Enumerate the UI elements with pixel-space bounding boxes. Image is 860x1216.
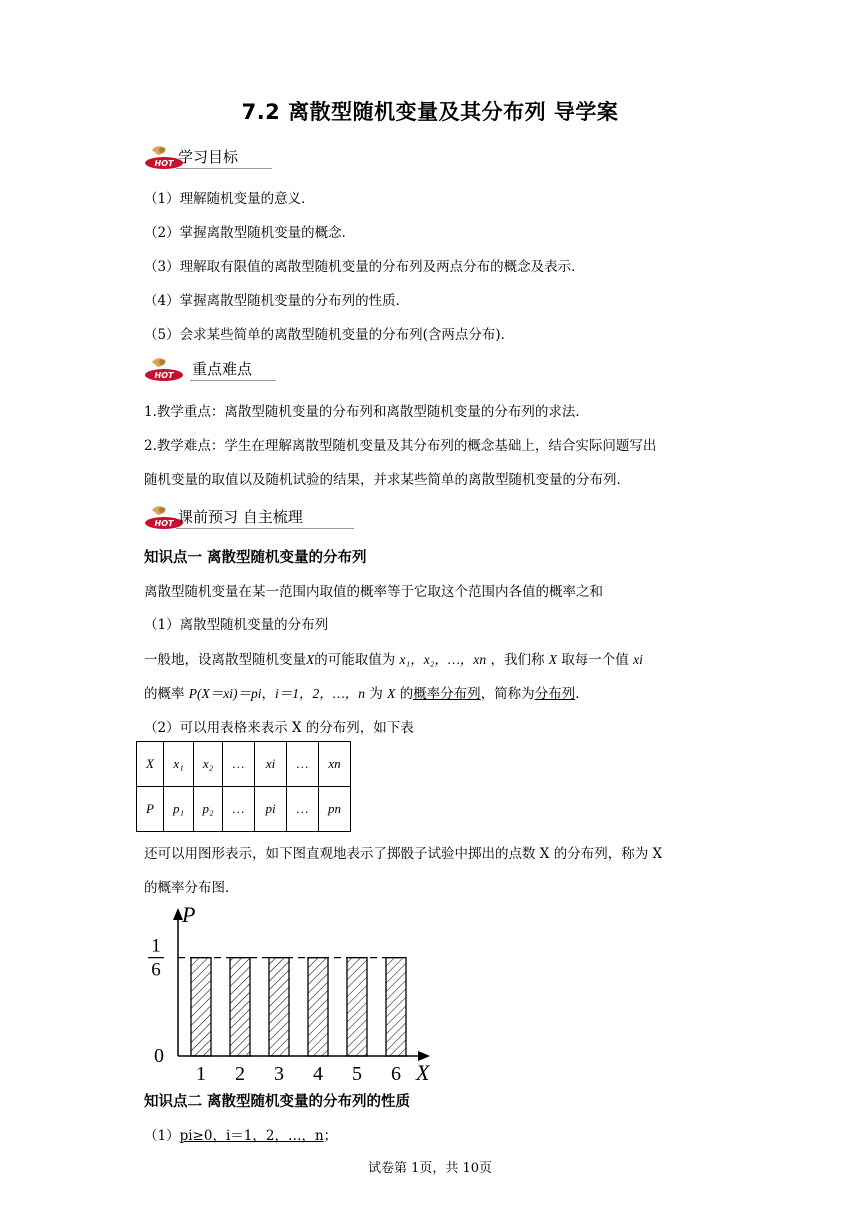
page-footer: 试卷第 1页，共 10页 bbox=[367, 1161, 493, 1176]
section-header-goals bbox=[144, 144, 274, 172]
table-cell: pn bbox=[319, 787, 351, 832]
kp1-sub1: （1）离散型随机变量的分布列 bbox=[144, 617, 329, 633]
difficulty-line: 1.教学重点：离散型随机变量的分布列和离散型随机变量的分布列的求法． bbox=[144, 404, 589, 420]
kp1-intro: 离散型随机变量在某一范围内取值的概率等于它取这个范围内各值的概率之和 bbox=[144, 584, 603, 600]
goal-item: （2）掌握离散型随机变量的概念． bbox=[144, 225, 356, 241]
section-rule bbox=[176, 528, 354, 529]
x-tick-label: 2 bbox=[235, 1063, 245, 1080]
formula: P(X＝xi)＝pi bbox=[188, 686, 262, 701]
text: ，我们称 bbox=[490, 652, 545, 668]
distribution-table bbox=[136, 741, 351, 832]
bar bbox=[230, 958, 250, 1056]
underlined-term: pi≥0，i＝1，2，…，n bbox=[179, 1128, 324, 1144]
table-cell: xn bbox=[319, 742, 351, 787]
difficulty-line: 随机变量的取值以及随机试验的结果，并求某些简单的离散型随机变量的分布列． bbox=[144, 472, 630, 488]
kp1-definition-line2 bbox=[144, 682, 589, 702]
table-cell: … bbox=[287, 742, 319, 787]
text: 一般地，设离散型随机变量 bbox=[144, 652, 306, 668]
text: ； bbox=[323, 1128, 338, 1144]
section-title: 课前预习 自主梳理 bbox=[178, 508, 303, 526]
table-cell: P bbox=[137, 787, 164, 832]
table-cell: x₁ bbox=[164, 742, 194, 787]
goal-item: （5）会求某些简单的离散型随机变量的分布列(含两点分布)． bbox=[144, 327, 515, 343]
difficulty-line: 2.教学难点：学生在理解离散型随机变量及其分布列的概念基础上，结合实际问题写出 bbox=[144, 438, 657, 454]
var: xi bbox=[633, 652, 643, 667]
bar bbox=[308, 958, 328, 1056]
table-cell: p₂ bbox=[194, 787, 223, 832]
kp1-graph-text: 的概率分布图． bbox=[144, 880, 239, 896]
y-axis-label: P bbox=[182, 902, 196, 927]
section-title: 学习目标 bbox=[178, 148, 239, 166]
bar bbox=[386, 958, 406, 1056]
table-cell: p₁ bbox=[164, 787, 194, 832]
table-cell: X bbox=[137, 742, 164, 787]
text: 取每一个值 bbox=[561, 652, 629, 668]
table-cell: … bbox=[287, 787, 319, 832]
x-tick-label: 4 bbox=[313, 1063, 323, 1080]
hot-badge-icon bbox=[144, 356, 192, 382]
section-title: 重点难点 bbox=[192, 360, 253, 378]
bar bbox=[269, 958, 289, 1056]
underlined-term: 分布列 bbox=[534, 686, 576, 702]
kp2-item1 bbox=[144, 1124, 337, 1144]
x-axis-label: X bbox=[416, 1060, 430, 1080]
var: X bbox=[548, 652, 558, 667]
table-cell: xi bbox=[255, 742, 287, 787]
text: 的 bbox=[399, 686, 414, 702]
table-cell: … bbox=[223, 742, 255, 787]
x-tick-label: 6 bbox=[391, 1063, 401, 1080]
text: 的概率 bbox=[144, 686, 185, 702]
x-tick-label: 1 bbox=[196, 1063, 206, 1080]
var: x₁，x₂，…，xn bbox=[399, 652, 487, 667]
origin-label: 0 bbox=[154, 1045, 164, 1067]
y-tick-denominator: 6 bbox=[151, 959, 161, 981]
goal-item: （1）理解随机变量的意义． bbox=[144, 191, 315, 207]
bar bbox=[191, 958, 211, 1056]
x-tick-label: 5 bbox=[352, 1063, 362, 1080]
kp1-definition-line1 bbox=[144, 648, 643, 668]
var: X bbox=[387, 686, 396, 701]
text: 为 bbox=[369, 686, 383, 702]
kp1-heading: 知识点一 离散型随机变量的分布列 bbox=[144, 550, 367, 566]
text: ，简称为 bbox=[480, 686, 535, 702]
formula: i＝1，2，…，n bbox=[275, 686, 366, 701]
page-title: 7.2 离散型随机变量及其分布列 导学案 bbox=[241, 100, 619, 124]
table-cell: … bbox=[223, 787, 255, 832]
section-rule bbox=[176, 168, 272, 169]
section-header-preview bbox=[144, 504, 359, 532]
table-cell: pi bbox=[255, 787, 287, 832]
var: X bbox=[306, 652, 315, 667]
table-cell: x₂ bbox=[194, 742, 223, 787]
kp1-sub2: （2）可以用表格来表示 X 的分布列，如下表 bbox=[144, 720, 414, 736]
goal-item: （3）理解取有限值的离散型随机变量的分布列及两点分布的概念及表示． bbox=[144, 259, 585, 275]
goal-item: （4）掌握离散型随机变量的分布列的性质． bbox=[144, 293, 410, 309]
text: ． bbox=[575, 686, 589, 702]
probability-distribution-chart bbox=[140, 898, 440, 1080]
text: 的可能取值为 bbox=[314, 652, 396, 668]
kp2-heading: 知识点二 离散型随机变量的分布列的性质 bbox=[144, 1094, 411, 1110]
text: ， bbox=[261, 686, 276, 702]
bar bbox=[347, 958, 367, 1056]
underlined-term: 概率分布列 bbox=[413, 686, 481, 702]
y-tick-numerator: 1 bbox=[151, 935, 161, 957]
table-row bbox=[137, 742, 351, 787]
section-header-difficulties bbox=[144, 356, 284, 384]
kp1-graph-text: 还可以用图形表示，如下图直观地表示了掷骰子试验中掷出的点数 X 的分布列，称为 X bbox=[144, 846, 663, 862]
table-row bbox=[137, 787, 351, 832]
section-rule bbox=[190, 380, 276, 381]
text: （1） bbox=[144, 1128, 180, 1144]
x-tick-label: 3 bbox=[274, 1063, 284, 1080]
